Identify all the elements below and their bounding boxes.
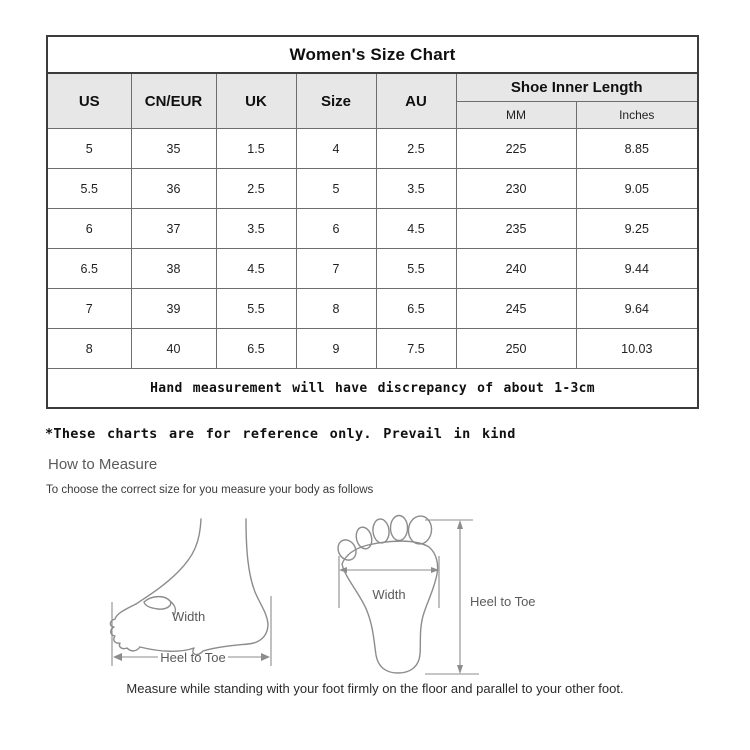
foot-top-view-diagram <box>332 514 567 682</box>
table-row <box>47 129 698 169</box>
table-row <box>47 329 698 369</box>
side-length-label: Heel to Toe <box>160 650 226 665</box>
how-to-measure-subtitle: To choose the correct size for you measure your body as follows <box>46 484 374 496</box>
table-row <box>47 209 698 249</box>
table-cell: 6.5 <box>376 289 456 329</box>
table-title-row <box>47 36 698 73</box>
table-cell: 225 <box>456 129 576 169</box>
size-chart-table <box>46 35 699 409</box>
table-cell: 9.05 <box>576 169 698 209</box>
toe-second <box>391 516 408 541</box>
foot-side-toes <box>110 604 140 651</box>
table-cell: 38 <box>131 249 216 289</box>
size-table-body <box>47 129 698 369</box>
table-cell: 5.5 <box>376 249 456 289</box>
table-cell: 9 <box>296 329 376 369</box>
table-cell: 6 <box>47 209 131 249</box>
col-header-size: Size <box>296 73 376 129</box>
table-cell: 4.5 <box>216 249 296 289</box>
table-cell: 39 <box>131 289 216 329</box>
col-header-uk: UK <box>216 73 296 129</box>
side-arrowhead-right <box>261 653 270 661</box>
table-cell: 40 <box>131 329 216 369</box>
table-cell: 37 <box>131 209 216 249</box>
table-cell: 6 <box>296 209 376 249</box>
table-row <box>47 289 698 329</box>
table-cell: 5.5 <box>216 289 296 329</box>
table-cell: 240 <box>456 249 576 289</box>
table-cell: 5 <box>47 129 131 169</box>
table-cell: 230 <box>456 169 576 209</box>
table-cell: 3.5 <box>216 209 296 249</box>
table-footer-row <box>47 369 698 409</box>
table-header-row <box>47 73 698 102</box>
table-cell: 245 <box>456 289 576 329</box>
table-cell: 8.85 <box>576 129 698 169</box>
toe-middle <box>372 518 390 544</box>
table-row <box>47 169 698 209</box>
table-cell: 7.5 <box>376 329 456 369</box>
table-row <box>47 249 698 289</box>
top-width-label: Width <box>372 587 406 602</box>
col-header-cneur: CN/EUR <box>131 73 216 129</box>
toe-big <box>407 515 433 545</box>
table-title: Women's Size Chart <box>47 36 698 73</box>
table-cell: 35 <box>131 129 216 169</box>
foot-side-left-leg-line <box>136 519 201 604</box>
reference-note: *These charts are for reference only. Prevail in kind <box>45 426 516 442</box>
table-cell: 235 <box>456 209 576 249</box>
table-cell: 1.5 <box>216 129 296 169</box>
col-header-shoe-inner-length: Shoe Inner Length <box>456 73 698 102</box>
col-header-inches: Inches <box>576 102 698 129</box>
foot-side-view-diagram <box>108 516 280 676</box>
side-width-label: Width <box>172 609 206 624</box>
table-cell: 6.5 <box>47 249 131 289</box>
table-footer-note: Hand measurement will have discrepancy of about 1-3cm <box>47 369 698 409</box>
top-length-arrowhead-down <box>457 665 463 674</box>
table-cell: 9.44 <box>576 249 698 289</box>
table-cell: 8 <box>47 329 131 369</box>
table-cell: 5 <box>296 169 376 209</box>
table-cell: 4 <box>296 129 376 169</box>
table-cell: 2.5 <box>216 169 296 209</box>
col-header-us: US <box>47 73 131 129</box>
table-cell: 250 <box>456 329 576 369</box>
side-arrowhead-left <box>113 653 122 661</box>
top-length-arrowhead-up <box>457 520 463 529</box>
table-cell: 4.5 <box>376 209 456 249</box>
top-length-label: Heel to Toe <box>470 594 536 609</box>
table-cell: 8 <box>296 289 376 329</box>
table-cell: 36 <box>131 169 216 209</box>
col-header-mm: MM <box>456 102 576 129</box>
foot-side-width-loop <box>144 597 175 615</box>
how-to-measure-heading: How to Measure <box>48 456 158 473</box>
table-cell: 7 <box>47 289 131 329</box>
table-cell: 2.5 <box>376 129 456 169</box>
table-cell: 10.03 <box>576 329 698 369</box>
table-cell: 7 <box>296 249 376 289</box>
table-cell: 9.64 <box>576 289 698 329</box>
table-cell: 9.25 <box>576 209 698 249</box>
footprint-outline <box>342 541 438 673</box>
table-cell: 5.5 <box>47 169 131 209</box>
foot-side-right-leg-line <box>246 519 268 644</box>
table-cell: 6.5 <box>216 329 296 369</box>
col-header-au: AU <box>376 73 456 129</box>
table-cell: 3.5 <box>376 169 456 209</box>
measure-caption: Measure while standing with your foot firmly on the floor and parallel to your other foot. <box>126 681 624 696</box>
